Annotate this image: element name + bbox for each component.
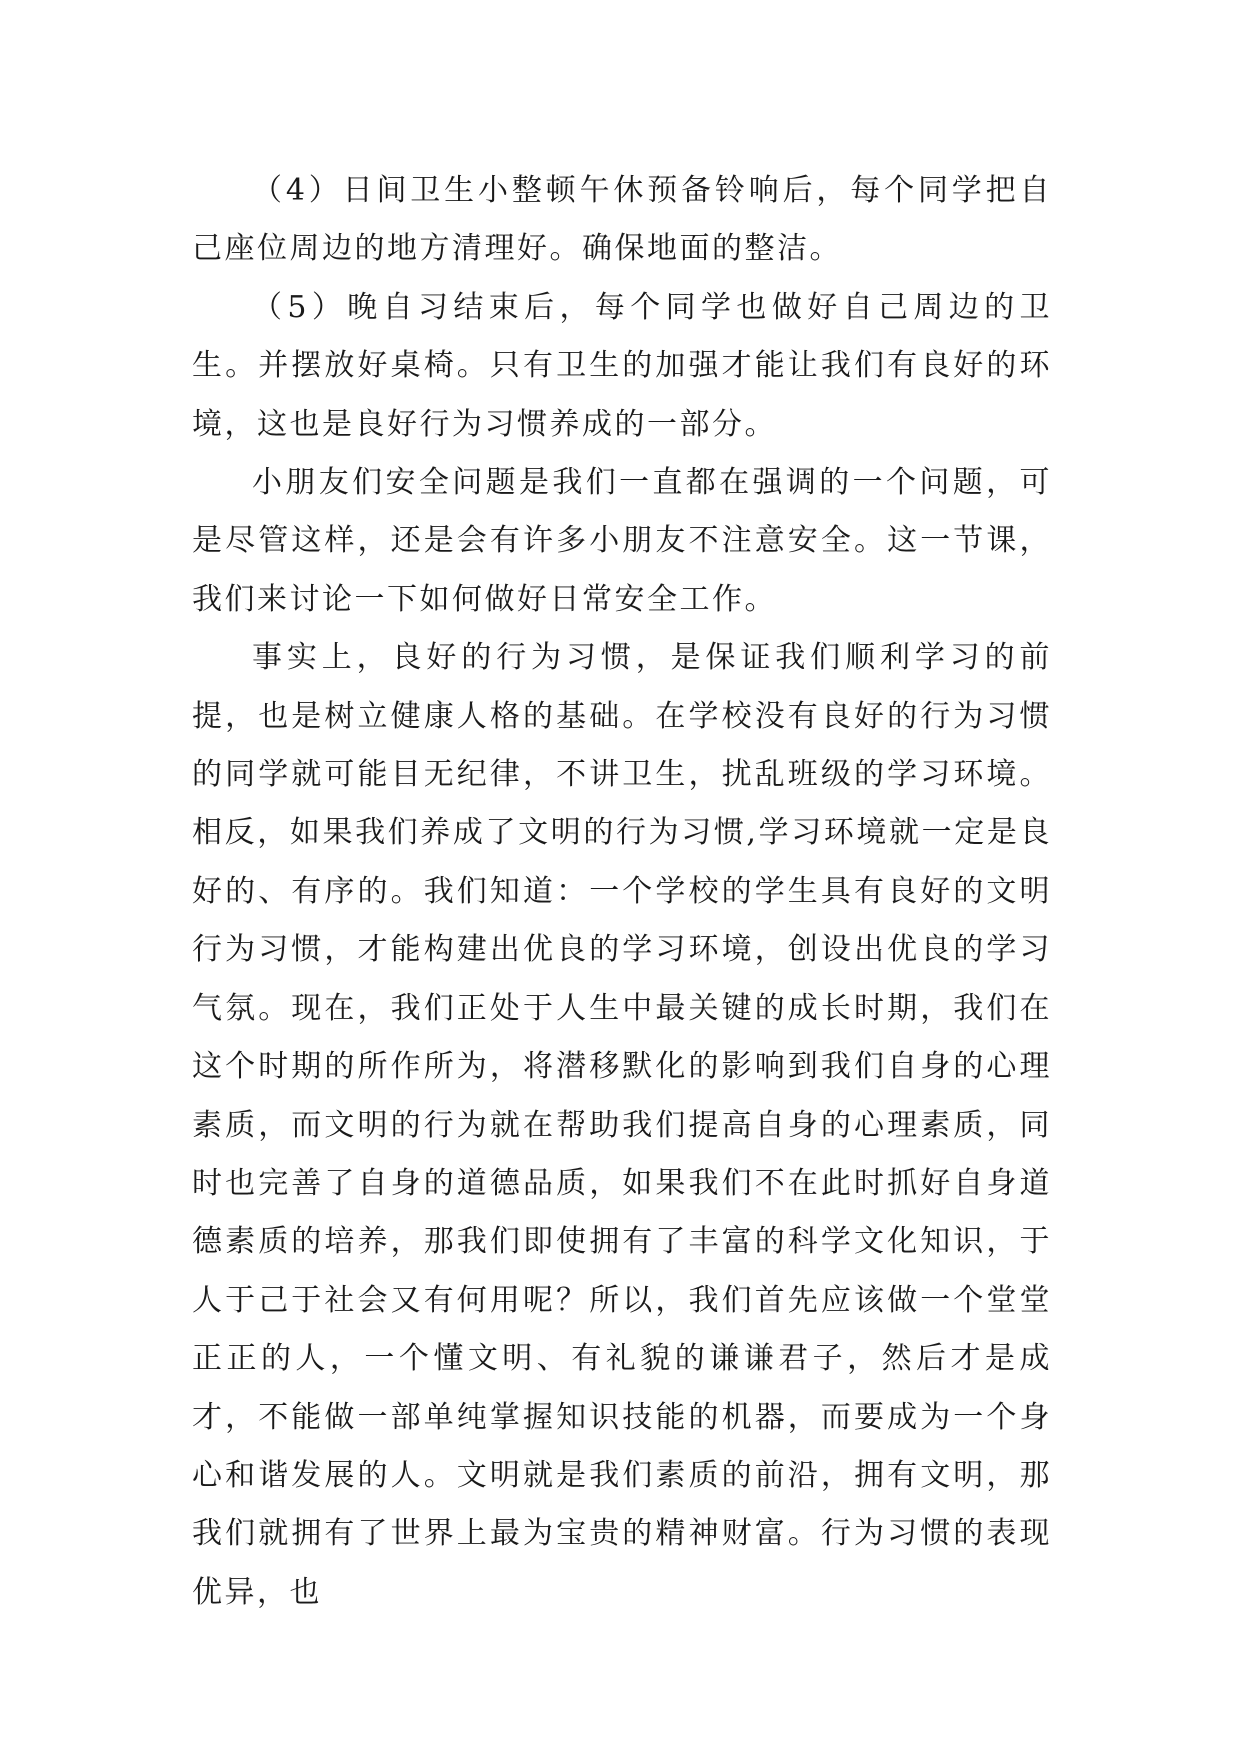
paragraph-behavior-habits: 事实上，良好的行为习惯，是保证我们顺利学习的前提，也是树立健康人格的基础。在学校没有良好的行为习惯的同学就可能目无纪律，不讲卫生，扰乱班级的学习环境。相反，如果我们养成了文明的行为习惯,学习环境就一定是良好的、有序的。我们知道：一个学校的学生具有良好的文明行为习惯，才能构建出优良的学习环境，创设出优良的学习气氛。现在，我们正处于人生中最关键的成长时期，我们在这个时期的所作所为，将潜移默化的影响到我们自身的心理素质，而文明的行为就在帮助我们提高自身的心理素质，同时也完善了自身的道德品质，如果我们不在此时抓好自身道德素质的培养，那我们即使拥有了丰富的科学文化知识，于人于己于社会又有何用呢？所以，我们首先应该做一个堂堂正正的人，一个懂文明、有礼貌的谦谦君子，然后才是成才，不能做一部单纯掌握知识技能的机器，而要成为一个身心和谐发展的人。文明就是我们素质的前沿，拥有文明，那我们就拥有了世界上最为宝贵的精神财富。行为习惯的表现优异，也 [192, 640, 1052, 1610]
paragraph-hygiene-noon: （4）日间卫生小整顿午休预备铃响后，每个同学把自己座位周边的地方清理好。确保地面的整洁。 [192, 173, 1052, 267]
document-body [192, 162, 1052, 1622]
paragraph-safety-intro: 小朋友们安全问题是我们一直都在强调的一个问题，可是尽管这样，还是会有许多小朋友不注意安全。这一节课，我们来讨论一下如何做好日常安全工作。 [192, 465, 1052, 617]
paragraph-hygiene-evening: （5）晚自习结束后，每个同学也做好自己周边的卫生。并摆放好桌椅。只有卫生的加强才能让我们有良好的环境，这也是良好行为习惯养成的一部分。 [192, 289, 1052, 442]
